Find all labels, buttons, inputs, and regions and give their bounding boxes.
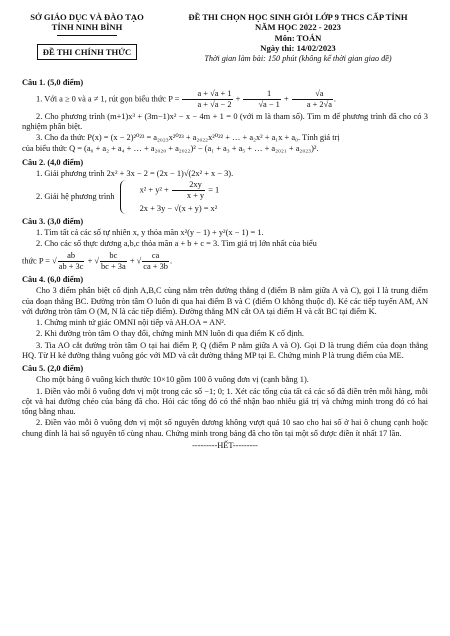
question-2-part-2 bbox=[22, 180, 428, 214]
header-left bbox=[22, 12, 152, 64]
end-marker: ---------HẾT--------- bbox=[192, 440, 258, 450]
header-divider bbox=[57, 35, 117, 36]
question-1-part-3a: 3. Cho đa thức P(x) = (x − 2)²⁰²³ = a₂₀₂₃x²⁰²³ + a₂₀₂₂x²⁰²² + … + a₂x² + a₁x + a₀. Tính giá trị bbox=[36, 133, 340, 143]
question-4-part-1: 1. Chứng minh tứ giác OMNI nội tiếp và AH.OA = AN². bbox=[36, 318, 226, 328]
fraction-1: $\frac{a + √a + 1}{a + √a - 2}$ bbox=[182, 89, 232, 111]
question-3-part-2a: 2. Cho các số thực dương a,b,c thỏa mãn a + b + c = 3. Tìm giá trị lớn nhất của biểu bbox=[36, 239, 317, 249]
question-5 bbox=[22, 364, 428, 439]
question-1-part-2: 2. Cho phương trình (m+1)x³ + (3m−1)x² − x − 4m + 1 = 0 (với m là tham số). Tìm m để phương trình đã cho có 3 nghiệm phân biệt. bbox=[22, 111, 428, 131]
question-5-part-1: 1. Điền vào mỗi ô vuông đơn vị một trong các số −1; 0; 1. Xét các tổng của tất cả các số đã điền trên mỗi hàng, mỗi cột và hai đường chéo của bảng đã cho. Hỏi các tổng đó có thể nhận bao nhiêu giá trị và chứng minh trong đó có hai tổng bằng nhau. bbox=[22, 386, 428, 417]
system-eq-1: x² + y² + $\frac{2xy}{x + y}$ = 1 bbox=[139, 180, 220, 201]
question-4-title: Câu 4. (6,0 điểm) bbox=[22, 275, 84, 285]
question-3-part-1: 1. Tìm tất cả các số tự nhiên x, y thỏa mãn x²(y − 1) + y²(x − 1) = 1. bbox=[36, 228, 264, 238]
question-1-part-3b: của biểu thức Q = (a₀ + a₂ + a₄ + … + a₂₀₂₀ + a₂₀₂₂)² − (a₁ + a₃ + a₅ + … + a₂₀₂₁ + a₂₀₂₃)². bbox=[22, 144, 319, 154]
header-right bbox=[168, 12, 428, 64]
question-1 bbox=[22, 78, 428, 155]
equation-system bbox=[120, 180, 220, 214]
q1-p1-text: 1. Với a ≥ 0 và a ≠ 1, rút gọn biểu thức P = bbox=[36, 94, 180, 104]
question-5-title: Câu 5. (2,0 điểm) bbox=[22, 364, 84, 374]
question-2-part-1: 1. Giải phương trình 2x² + 3x − 2 = (2x − 1)√(2x² + x − 3). bbox=[36, 168, 234, 178]
question-2-title: Câu 2. (4,0 điểm) bbox=[22, 157, 84, 167]
exam-header bbox=[22, 12, 428, 64]
fraction-2: $\frac{1}{√a - 1}$ bbox=[243, 89, 280, 111]
question-4-part-2: 2. Khi đường tròn tâm O thay đổi, chứng minh MN luôn đi qua điểm K cố định. bbox=[36, 329, 304, 339]
fraction-3: $\frac{√a}{a + 2√a}$ bbox=[292, 89, 333, 111]
question-3-part-2b: thức P = √ $\frac{ab}{ab + 3c}$ + √ $\frac{bc}{bc + 3a}$ + √ $\frac{ca}{ca + 3b}$ . bbox=[22, 250, 173, 271]
exam-duration: Thời gian làm bài: 150 phút (không kể thời gian giao đề) bbox=[204, 53, 392, 63]
question-1-part-1: 1. Với a ≥ 0 và a ≠ 1, rút gọn biểu thức P = $\frac{a + √a + 1}{a + √a - 2}$ + $\frac{1}{√a - 1}$ + $\frac{√a}{a + 2√a}$ . bbox=[36, 89, 337, 110]
official-exam-box: ĐỀ THI CHÍNH THỨC bbox=[37, 44, 137, 60]
province-name: TỈNH NINH BÌNH bbox=[51, 22, 123, 33]
question-4 bbox=[22, 275, 428, 361]
exam-date: Ngày thi: 14/02/2023 bbox=[260, 43, 336, 54]
subject: Môn: TOÁN bbox=[274, 32, 322, 43]
department-name: SỞ GIÁO DỤC VÀ ĐÀO TẠO bbox=[30, 12, 144, 22]
question-3-title: Câu 3. (3,0 điểm) bbox=[22, 216, 84, 226]
question-4-intro: Cho 3 điểm phân biệt cố định A,B,C cùng nằm trên đường thẳng d (điểm B nằm giữa A và C), gọi I là trung điểm của đoạn thẳng BC. Đường tròn tâm O luôn đi qua hai điểm B và C (điểm O không thuộc d). Kẻ các tiếp tuyến AM, AN với đường tròn tâm O (M, N là các tiếp điểm). Đường thẳng MN cắt OA tại điểm H và cắt BC tại điểm K. bbox=[22, 286, 428, 316]
question-2 bbox=[22, 158, 428, 214]
question-1-title: Câu 1. (5,0 điểm) bbox=[22, 77, 84, 87]
question-5-part-2: 2. Điền vào mỗi ô vuông đơn vị một số nguyên dương không vượt quá 10 sao cho hai số ở hai ô chung cạnh hoặc chung đỉnh là hai số nguyên tố cùng nhau. Chứng minh trong bảng đã cho tồn tại một số được điền ít nhất 17 lần. bbox=[22, 418, 428, 438]
school-year: NĂM HỌC 2022 - 2023 bbox=[255, 22, 341, 33]
q2-p2-text: 2. Giải hệ phương trình bbox=[36, 191, 115, 201]
question-3 bbox=[22, 217, 428, 272]
question-4-part-3: 3. Tia AO cắt đường tròn tâm O tại hai điểm P, Q (điểm P nằm giữa A và O). Gọi D là trung điểm của đoạn thẳng HQ. Từ H kẻ đường thẳng vuông góc với MD và cắt đường thẳng MP tại E. Chứng minh P là trung điểm của ME. bbox=[22, 340, 428, 360]
q3-p2b-text: thức P = bbox=[22, 256, 51, 266]
exam-title: ĐỀ THI CHỌN HỌC SINH GIỎI LỚP 9 THCS CẤP TỈNH bbox=[188, 12, 408, 22]
question-5-intro: Cho một bảng ô vuông kích thước 10×10 gồm 100 ô vuông đơn vị (cạnh bằng 1). bbox=[36, 375, 309, 385]
system-eq-2: 2x + 3y − √(x + y) = x² bbox=[139, 203, 218, 213]
